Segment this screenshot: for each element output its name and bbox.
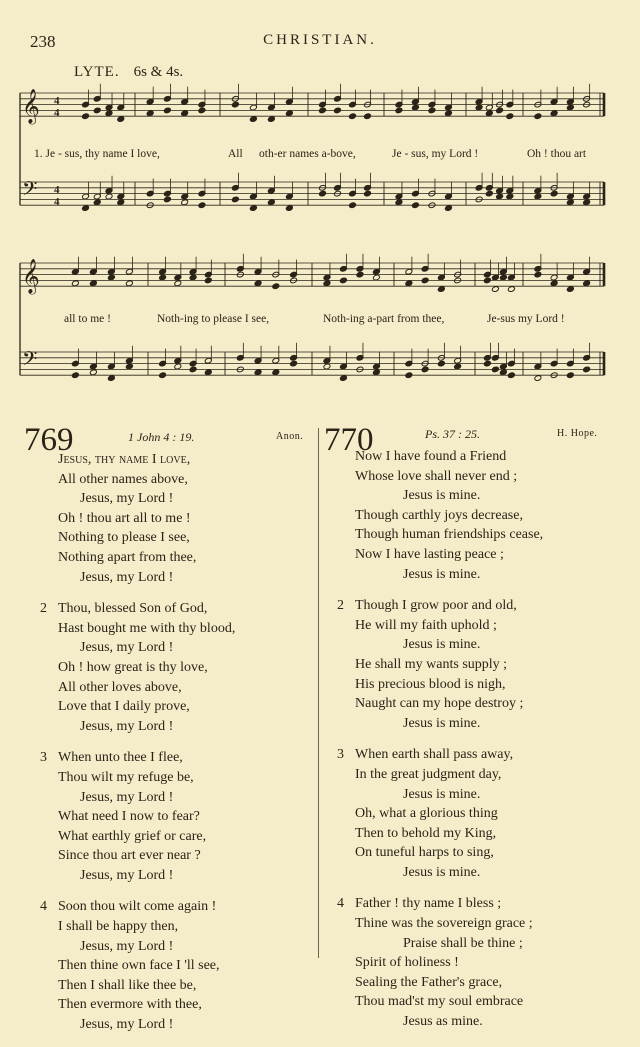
time-signature: 4 — [54, 196, 60, 208]
verse-line — [337, 934, 543, 954]
note-head — [349, 113, 357, 120]
note-head — [232, 101, 240, 108]
verse-text: Then evermore with thee, — [58, 997, 202, 1013]
note-head — [319, 190, 327, 197]
verse-line — [40, 897, 235, 917]
verse-line — [40, 528, 235, 548]
verse-text: Love that I daily prove, — [58, 699, 190, 715]
verse-text: Jesus, my Lord ! — [80, 718, 174, 734]
verse-text: Jesus is mine. — [403, 488, 481, 504]
note-head — [90, 280, 98, 287]
hymn-reference-769: 1 John 4 : 19. — [128, 430, 195, 444]
verse-line — [40, 638, 235, 658]
note-head — [349, 202, 357, 209]
stanza — [337, 447, 543, 584]
note-head — [412, 104, 420, 111]
lyric-phrase: All — [228, 148, 243, 160]
note-head — [405, 280, 413, 287]
note-head — [454, 363, 462, 370]
note-head — [583, 280, 591, 287]
treble-clef-icon: 𝄞 — [22, 89, 40, 124]
bass-clef-icon: 𝄢 — [22, 177, 38, 205]
note-head — [323, 280, 331, 287]
verse-text: Jesus, thy name I love, — [58, 452, 191, 467]
verse-line — [40, 568, 235, 588]
stanza-number: 4 — [337, 896, 344, 912]
note-head — [82, 113, 90, 120]
verse-text: He will my faith uphold ; — [355, 617, 497, 633]
stanza — [40, 897, 235, 1034]
verse-text: Jesus, my Lord ! — [80, 938, 174, 954]
note-head — [250, 205, 258, 212]
verse-line — [337, 675, 543, 695]
verse-line — [40, 937, 235, 957]
verse-text: On tuneful harps to sing, — [355, 845, 494, 861]
note-head — [232, 196, 240, 203]
note-head — [485, 110, 493, 117]
note-head — [340, 277, 348, 284]
note-head — [254, 369, 262, 376]
stanza — [40, 599, 235, 736]
hymn-reference-770: Ps. 37 : 25. — [425, 427, 480, 441]
time-signature: 4 — [54, 184, 60, 196]
verse-text: All other loves above, — [58, 679, 182, 695]
note-head — [108, 375, 116, 382]
verse-line — [40, 548, 235, 568]
verse-text: Praise shall be thine ; — [403, 935, 523, 951]
verse-line — [40, 976, 235, 996]
note-head — [492, 286, 500, 293]
note-head — [189, 366, 197, 373]
verse-line — [337, 843, 543, 863]
verse-line — [337, 804, 543, 824]
verse-line — [337, 992, 543, 1012]
note-head — [105, 110, 113, 117]
note-head — [126, 280, 134, 287]
verse-line — [40, 697, 235, 717]
note-head — [395, 199, 403, 206]
hymn-number-770: 770 — [324, 422, 374, 458]
verse-text: Jesus, my Lord ! — [80, 867, 174, 883]
lyric-phrase: Je-sus my Lord ! — [487, 313, 565, 325]
note-head — [323, 363, 331, 370]
verse-text: Thou, blessed Son of God, — [58, 601, 208, 617]
verse-text: Nothing to please I see, — [58, 530, 190, 546]
note-head — [405, 372, 413, 379]
note-head — [500, 274, 508, 281]
note-head — [290, 360, 298, 367]
note-head — [117, 199, 125, 206]
verse-line — [337, 1012, 543, 1032]
verse-text: Oh, what a glorious thing — [355, 806, 498, 822]
lyric-phrase: Oh ! thou art — [527, 148, 587, 160]
note-head — [250, 116, 258, 123]
verse-text: Jesus, my Lord ! — [80, 569, 174, 585]
verse-text: Jesus is mine. — [403, 566, 481, 582]
verse-text: Jesus, my Lord ! — [80, 1017, 174, 1033]
note-head — [286, 205, 294, 212]
running-title: CHRISTIAN. — [263, 32, 377, 48]
verse-text: Then I shall like thee be, — [58, 977, 197, 993]
verse-line — [40, 768, 235, 788]
verse-line — [40, 866, 235, 886]
note-head — [437, 360, 445, 367]
note-head — [506, 193, 514, 200]
note-head — [421, 277, 429, 284]
note-head — [445, 205, 453, 212]
note-head — [189, 274, 197, 281]
verse-line — [40, 846, 235, 866]
hymn-number-769: 769 — [24, 422, 74, 458]
verse-text: Since thou art ever near ? — [58, 848, 201, 864]
verse-text: Hast bought me with thy blood, — [58, 620, 236, 636]
note-head — [159, 372, 167, 379]
note-head — [204, 277, 212, 284]
note-head — [164, 196, 172, 203]
verse-text: Jesus, my Lord ! — [80, 491, 174, 507]
stanza-number: 2 — [337, 598, 344, 614]
verse-text: In the great judgment day, — [355, 766, 502, 782]
note-head — [412, 202, 420, 209]
note-head — [181, 110, 189, 117]
verse-line — [337, 824, 543, 844]
verse-line — [337, 745, 543, 765]
verse-text: Though human friendships cease, — [355, 527, 544, 543]
note-head — [373, 274, 381, 281]
verse-text: Then to behold my King, — [355, 825, 497, 841]
note-head — [437, 286, 445, 293]
note-head — [268, 199, 276, 206]
verse-line — [337, 616, 543, 636]
verse-text: Oh ! how great is thy love, — [58, 659, 208, 675]
note-head — [146, 110, 154, 117]
note-head — [550, 280, 558, 287]
note-head — [508, 286, 516, 293]
stanza-number: 2 — [40, 601, 47, 617]
verse-line — [337, 914, 543, 934]
hymn-author-770: H. Hope. — [557, 428, 598, 439]
verse-line — [337, 694, 543, 714]
verse-text: Father ! thy name I bless ; — [355, 896, 502, 912]
verse-line — [40, 470, 235, 490]
verse-text: Thou mad'st my soul embrace — [355, 994, 524, 1010]
verse-text: Jesus is mine. — [403, 715, 481, 731]
verse-line — [337, 655, 543, 675]
note-head — [550, 110, 558, 117]
stanza — [40, 450, 235, 587]
lyric-phrase: Noth-ing a-part from thee, — [323, 313, 445, 325]
hymn-text-770 — [337, 447, 543, 1044]
verse-line — [337, 565, 543, 585]
verse-text: Though I grow poor and old, — [355, 598, 517, 614]
verse-text: Nothing apart from thee, — [58, 549, 197, 565]
verse-text: I shall be happy then, — [58, 919, 179, 935]
verse-line — [337, 506, 543, 526]
tune-meter: 6s & 4s. — [133, 64, 184, 80]
verse-line — [337, 714, 543, 734]
verse-text: When earth shall pass away, — [355, 747, 514, 763]
verse-text: Thine was the sovereign grace ; — [355, 916, 533, 932]
note-head — [421, 366, 429, 373]
note-head — [445, 110, 453, 117]
note-head — [583, 199, 591, 206]
verse-line — [40, 450, 235, 470]
note-head — [334, 107, 342, 114]
note-head — [356, 271, 364, 278]
note-head — [373, 369, 381, 376]
verse-line — [40, 489, 235, 509]
verse-line — [40, 619, 235, 639]
verse-text: Now I have lasting peace ; — [355, 546, 504, 562]
verse-line — [337, 785, 543, 805]
note-head — [428, 107, 436, 114]
hymn-text-769 — [40, 450, 235, 1047]
tune-heading — [74, 64, 183, 81]
hymn-author-769: Anon. — [276, 431, 304, 442]
note-head — [566, 199, 574, 206]
bass-clef-icon: 𝄢 — [22, 347, 38, 375]
verse-text: Oh ! thou art all to me ! — [58, 510, 191, 526]
note-head — [105, 193, 113, 200]
note-head — [484, 277, 492, 284]
lyric-phrase: all to me ! — [64, 313, 111, 325]
tune-name: LYTE. — [74, 64, 120, 80]
note-head — [181, 199, 189, 206]
verse-line — [337, 525, 543, 545]
verse-line — [337, 953, 543, 973]
note-head — [534, 271, 542, 278]
time-signature: 4 — [54, 95, 60, 107]
verse-text: Jesus is mine. — [403, 786, 481, 802]
verse-line — [337, 635, 543, 655]
note-head — [93, 107, 101, 114]
note-head — [566, 372, 574, 379]
note-head — [198, 202, 206, 209]
verse-line — [337, 765, 543, 785]
verse-line — [40, 748, 235, 768]
note-head — [93, 199, 101, 206]
verse-line — [40, 956, 235, 976]
verse-line — [337, 545, 543, 565]
note-head — [108, 274, 116, 281]
stanza — [40, 748, 235, 885]
note-head — [395, 107, 403, 114]
note-head — [475, 104, 483, 111]
note-head — [485, 190, 493, 197]
verse-text: Thou wilt my refuge be, — [58, 769, 194, 785]
verse-text: Jesus is mine. — [403, 864, 481, 880]
verse-line — [40, 917, 235, 937]
verse-line — [40, 1015, 235, 1035]
note-head — [319, 107, 327, 114]
stanza — [337, 596, 543, 733]
verse-text: Soon thou wilt come again ! — [58, 899, 217, 915]
verse-line — [40, 599, 235, 619]
verse-text: His precious blood is nigh, — [355, 676, 506, 692]
note-head — [286, 110, 294, 117]
note-head — [82, 205, 90, 212]
verse-line — [40, 658, 235, 678]
note-head — [364, 190, 372, 197]
stanza-number: 4 — [40, 899, 47, 915]
note-head — [566, 104, 574, 111]
verse-text: Sealing the Father's grace, — [355, 974, 503, 990]
note-head — [174, 363, 182, 370]
note-head — [174, 280, 182, 287]
note-head — [90, 369, 98, 376]
note-head — [508, 372, 516, 379]
lyric-phrase: Noth-ing to please I see, — [157, 313, 270, 325]
verse-text: Now I have found a Friend — [355, 449, 507, 464]
time-signature: 4 — [54, 107, 60, 119]
verse-text: When unto thee I flee, — [58, 750, 183, 766]
note-head — [506, 113, 514, 120]
note-head — [566, 286, 574, 293]
note-head — [340, 375, 348, 382]
lyric-phrase: Je - sus, my Lord ! — [392, 148, 479, 160]
stanza — [337, 745, 543, 882]
note-head — [500, 369, 508, 376]
lyric-phrase: oth-er names a-bove, — [259, 148, 356, 160]
note-head — [117, 116, 125, 123]
verse-text: All other names above, — [58, 471, 188, 487]
note-head — [496, 107, 504, 114]
note-head — [534, 113, 542, 120]
note-head — [198, 107, 206, 114]
note-head — [254, 280, 262, 287]
note-head — [159, 274, 167, 281]
note-head — [164, 107, 172, 114]
note-head — [364, 113, 372, 120]
verse-line — [40, 717, 235, 737]
verse-text: Then thine own face I 'll see, — [58, 958, 220, 974]
verse-line — [337, 863, 543, 883]
note-head — [126, 363, 134, 370]
verse-line — [337, 894, 543, 914]
verse-text: Naught can my hope destroy ; — [355, 696, 524, 712]
verse-text: What need I now to fear? — [58, 809, 200, 825]
note-head — [72, 372, 80, 379]
verse-line — [337, 447, 543, 467]
verse-text: He shall my wants supply ; — [355, 656, 508, 672]
stanza — [337, 894, 543, 1031]
note-head — [550, 190, 558, 197]
note-head — [492, 366, 500, 373]
verse-line — [337, 596, 543, 616]
verse-text: Jesus, my Lord ! — [80, 789, 174, 805]
note-head — [72, 280, 80, 287]
stanza-number: 3 — [337, 747, 344, 763]
stanza-number: 3 — [40, 750, 47, 766]
note-head — [204, 369, 212, 376]
note-head — [496, 193, 504, 200]
verse-text: Though carthly joys decrease, — [355, 507, 523, 523]
verse-text: Jesus, my Lord ! — [80, 640, 174, 656]
note-head — [534, 375, 542, 382]
treble-clef-icon: 𝄞 — [22, 259, 40, 294]
verse-text: Spirit of holiness ! — [355, 955, 459, 971]
verse-line — [40, 827, 235, 847]
verse-line — [40, 788, 235, 808]
verse-text: Whose love shall never end ; — [355, 468, 518, 484]
column-divider — [318, 428, 319, 958]
note-head — [583, 366, 591, 373]
note-head — [268, 116, 276, 123]
verse-text: Jesus is mine. — [403, 637, 481, 653]
note-head — [534, 193, 542, 200]
note-head — [272, 369, 280, 376]
note-head — [484, 360, 492, 367]
verse-line — [40, 509, 235, 529]
verse-text: Jesus as mine. — [403, 1014, 483, 1030]
page-number: 238 — [30, 32, 56, 51]
verse-line — [337, 486, 543, 506]
verse-line — [40, 807, 235, 827]
note-head — [272, 283, 280, 290]
verse-text: What earthly grief or care, — [58, 828, 207, 844]
verse-line — [40, 995, 235, 1015]
lyric-phrase: 1. Je - sus, thy name I love, — [34, 148, 160, 160]
verse-line — [337, 467, 543, 487]
verse-line — [40, 678, 235, 698]
